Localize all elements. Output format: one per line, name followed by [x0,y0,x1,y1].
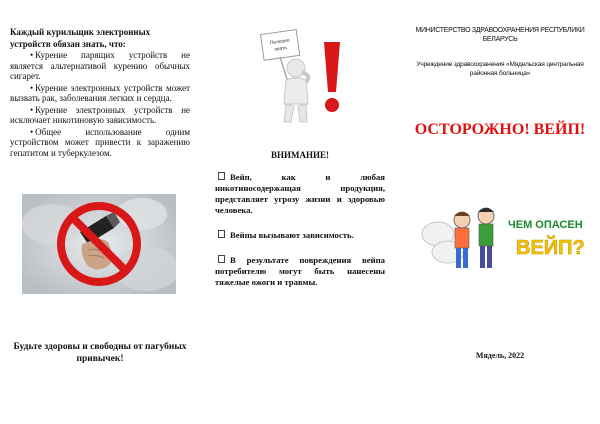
bullet-icon: • [30,126,34,137]
closing-slogan: Будьте здоровы и свободны от пагубных привычек! [13,342,187,364]
middle-panel [200,0,400,424]
fact-item [10,50,190,82]
svg-text:знать: знать [274,45,288,53]
fact-text: Общее использование одним устройством может привести к заражению гепатитом и туберкулезом. [10,126,190,158]
fact-text: Курение парящих устройств не является альтернативой курению обычных сигарет. [10,50,190,81]
institution-name: Учреждение здравоохранения «Мядельская центральная районная больница» [416,61,584,77]
warnings-list [215,172,385,302]
thinking-person-exclamation-icon [250,20,360,130]
vape-danger-cartoon-icon [420,198,585,278]
right-panel [400,0,600,424]
fact-item [10,83,190,104]
fact-item [10,127,190,159]
leaflet-title: ОСТОРОЖНО! ВЕЙП! [414,121,586,138]
warning-text: Вейпы вызывают зависимость. [230,230,354,240]
checkbox-icon [218,255,225,263]
place-date: Мядель, 2022 [475,351,525,360]
image-caption-bottom: ВЕЙП? [516,237,585,259]
attention-title: ВНИМАНИЕ! [271,150,329,160]
fact-item [10,105,190,126]
bullet-icon: • [30,82,34,93]
checkbox-icon [218,172,225,180]
warning-text: Вейп, как и любая никотиносодержащая продукция, представляет угрозу жизни и здоровью человека. [215,172,385,215]
image-caption-top: ЧЕМ ОПАСЕН [508,219,583,231]
svg-text:Полезно: Полезно [269,37,290,47]
facts-intro: Каждый курильщик электронных устройств обязан знать, что: [10,27,151,49]
checkbox-icon [218,230,225,238]
bullet-icon: • [30,50,34,60]
fact-text: Курение электронных устройств не исключает никотиновую зависимость. [10,104,190,125]
facts-list [10,50,190,159]
no-vaping-sign-icon [22,194,176,294]
bullet-icon: • [30,104,34,115]
warning-item [215,255,385,288]
warning-item [215,172,385,216]
warning-text: В результате повреждения вейпа потребителю могут быть нанесены тяжелые ожоги и травмы. [215,255,385,287]
left-panel [0,0,200,424]
ministry-name: МИНИСТЕРСТВО ЗДРАВООХРАНЕНИЯ РЕСПУБЛИКИ БЕЛАРУСЬ [415,27,585,43]
warning-item [215,230,385,241]
fact-text: Курение электронных устройств может вызвать рак, заболевания легких и сердца. [10,82,190,103]
